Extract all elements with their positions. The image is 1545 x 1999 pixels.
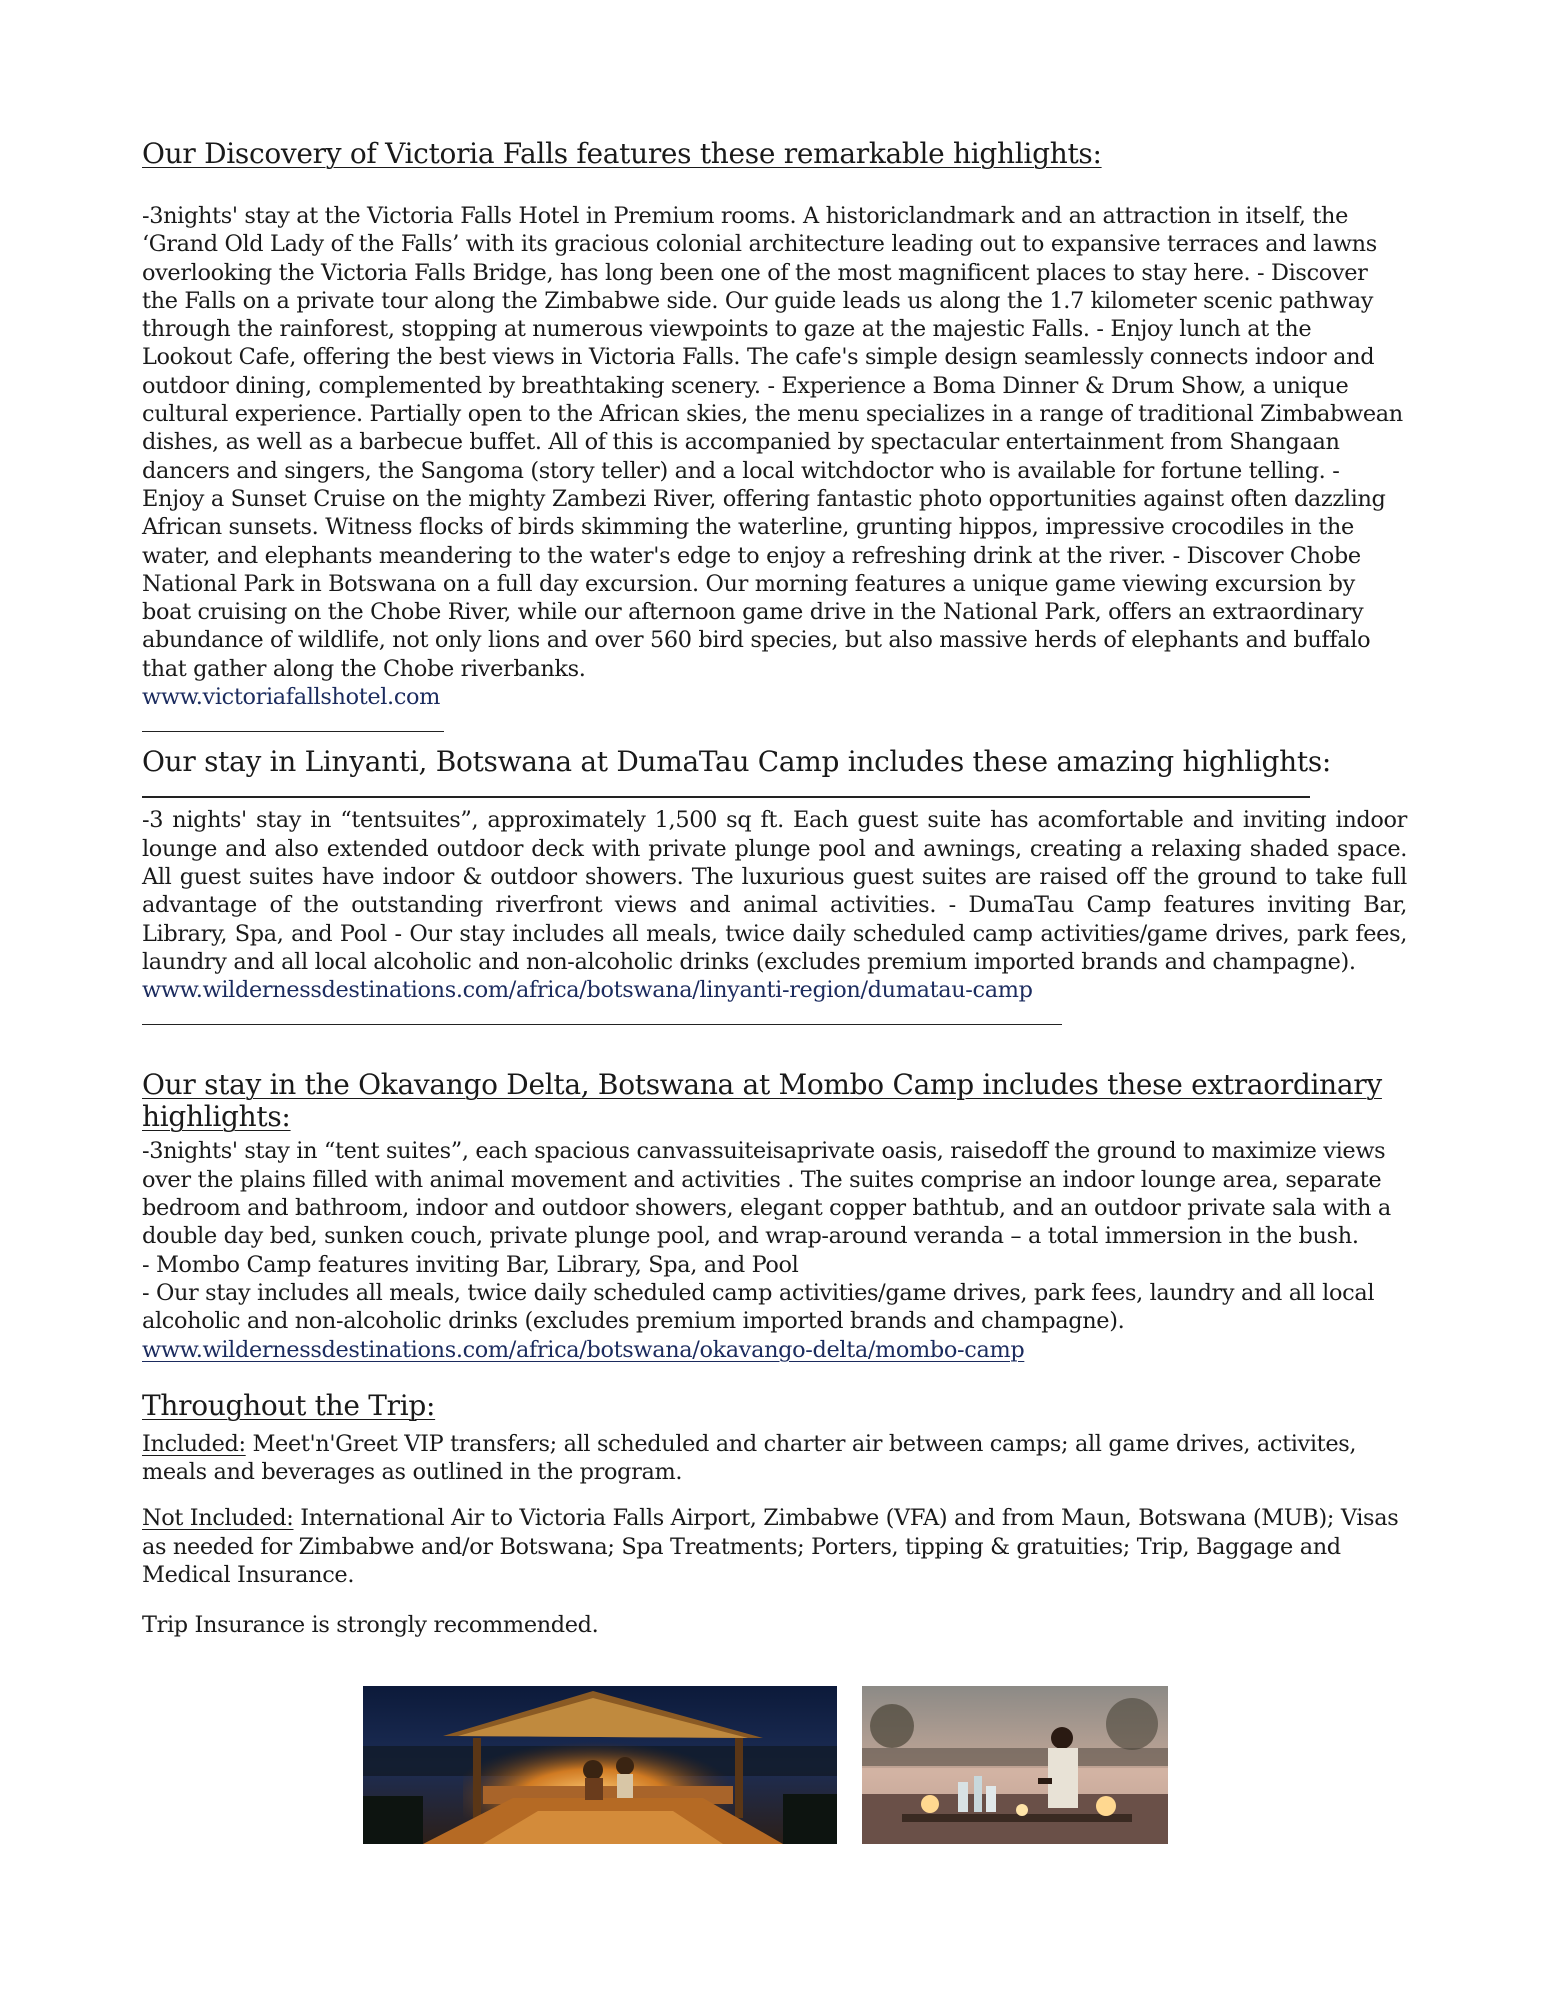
camp-deck-image: [363, 1686, 837, 1844]
dumatau-camp-link[interactable]: www.wildernessdestinations.com/africa/botswana/linyanti-region/dumatau-camp: [142, 977, 1033, 1004]
mombo-camp-link[interactable]: www.wildernessdestinations.com/africa/botswana/okavango-delta/mombo-camp: [142, 1336, 1025, 1363]
section-divider: [142, 1024, 1062, 1025]
victoria-falls-hotel-link[interactable]: www.victoriafallshotel.com: [142, 684, 441, 711]
victoria-falls-body: [142, 202, 1407, 711]
section-divider: [142, 796, 1310, 798]
included-paragraph: [142, 1430, 1407, 1487]
linyanti-heading: Our stay in Linyanti, Botswana at DumaTau Camp includes these amazing highlights:: [142, 745, 1332, 779]
photo-row: [363, 1686, 1168, 1844]
section-divider: [142, 731, 444, 732]
included-text: Meet'n'Greet VIP transfers; all scheduled and charter air between camps; all game drives, activites, meals and beverages as outlined in the program.: [142, 1430, 1357, 1486]
okavango-description: -3nights' stay in “tent suites”, each spacious canvassuiteisaprivate oasis, raisedoff the ground to maximize views over the plains filled with animal movement and activities . The suites comprise an indoor lounge area, separate bedroom and bathroom, indoor and outdoor showers, elegant copper bathtub, and an outdoor private sala with a double day bed, sunken couch, private plunge pool, and wrap-around veranda – a total immersion in the bush.: [142, 1138, 1391, 1250]
bush-dinner-photo: [862, 1686, 1168, 1844]
linyanti-description: -3 nights' stay in “tentsuites”, approximately 1,500 sq ft. Each guest suite has acomfortable and inviting indoor lounge and also extended outdoor deck with private plunge pool and awnings, creating a relaxing shaded space. All guest suites have indoor & outdoor showers. The luxurious guest suites are raised off the ground to take full advantage of the outstanding riverfront views and animal activities. - DumaTau Camp features inviting Bar, Library, Spa, and Pool - Our stay includes all meals, twice daily scheduled camp activities/game drives, park fees, laundry and all local alcoholic and non-alcoholic drinks (excludes premium imported brands and champagne).: [142, 807, 1407, 975]
victoria-falls-heading: Our Discovery of Victoria Falls features these remarkable highlights:: [142, 137, 1102, 170]
not-included-paragraph: [142, 1504, 1407, 1589]
okavango-body: [142, 1137, 1407, 1363]
camp-deck-photo: [363, 1686, 837, 1844]
okavango-amenities: - Mombo Camp features inviting Bar, Library, Spa, and Pool: [142, 1251, 799, 1278]
trip-insurance-note: Trip Insurance is strongly recommended.: [142, 1612, 599, 1639]
bush-dinner-image: [862, 1686, 1168, 1844]
okavango-inclusions: - Our stay includes all meals, twice daily scheduled camp activities/game drives, park fees, laundry and all local alcoholic and non-alcoholic drinks (excludes premium imported brands and champagne).: [142, 1279, 1375, 1335]
okavango-heading: Our stay in the Okavango Delta, Botswana at Mombo Camp includes these extraordinary highlights:: [142, 1068, 1382, 1134]
document-content: [142, 138, 1407, 1640]
victoria-falls-description: -3nights' stay at the Victoria Falls Hotel in Premium rooms. A historiclandmark and an attraction in itself, the ‘Grand Old Lady of the Falls’ with its gracious colonial architecture leading out to expansive terraces and lawns overlooking the Victoria Falls Bridge, has long been one of the most magnificent places to stay here. - Discover the Falls on a private tour along the Zimbabwe side. Our guide leads us along the 1.7 kilometer scenic pathway through the rainforest, stopping at numerous viewpoints to gaze at the majestic Falls. - Enjoy lunch at the Lookout Cafe, offering the best views in Victoria Falls. The cafe's simple design seamlessly connects indoor and outdoor dining, complemented by breathtaking scenery. - Experience a Boma Dinner & Drum Show, a unique cultural experience. Partially open to the African skies, the menu specializes in a range of traditional Zimbabwean dishes, as well as a barbecue buffet. All of this is accompanied by spectacular entertainment from Shangaan dancers and singers, the Sangoma (story teller) and a local witchdoctor who is available for fortune telling. - Enjoy a Sunset Cruise on the mighty Zambezi River, offering fantastic photo opportunities against often dazzling African sunsets. Witness flocks of birds skimming the waterline, grunting hippos, impressive crocodiles in the water, and elephants meandering to the water's edge to enjoy a refreshing drink at the river. - Discover Chobe National Park in Botswana on a full day excursion. Our morning features a unique game viewing excursion by boat cruising on the Chobe River, while our afternoon game drive in the National Park, offers an extraordinary abundance of wildlife, not only lions and over 560 bird species, but also massive herds of elephants and buffalo that gather along the Chobe riverbanks.: [142, 203, 1403, 682]
included-label: Included:: [142, 1430, 246, 1457]
not-included-label: Not Included:: [142, 1505, 294, 1532]
linyanti-body: [142, 806, 1407, 1004]
trip-heading: Throughout the Trip:: [142, 1388, 436, 1422]
not-included-text: International Air to Victoria Falls Airport, Zimbabwe (VFA) and from Maun, Botswana (MUB); Visas as needed for Zimbabwe and/or Botswana; Spa Treatments; Porters, tipping & gratuities; Trip, Baggage and Medical Insurance.: [142, 1505, 1399, 1588]
